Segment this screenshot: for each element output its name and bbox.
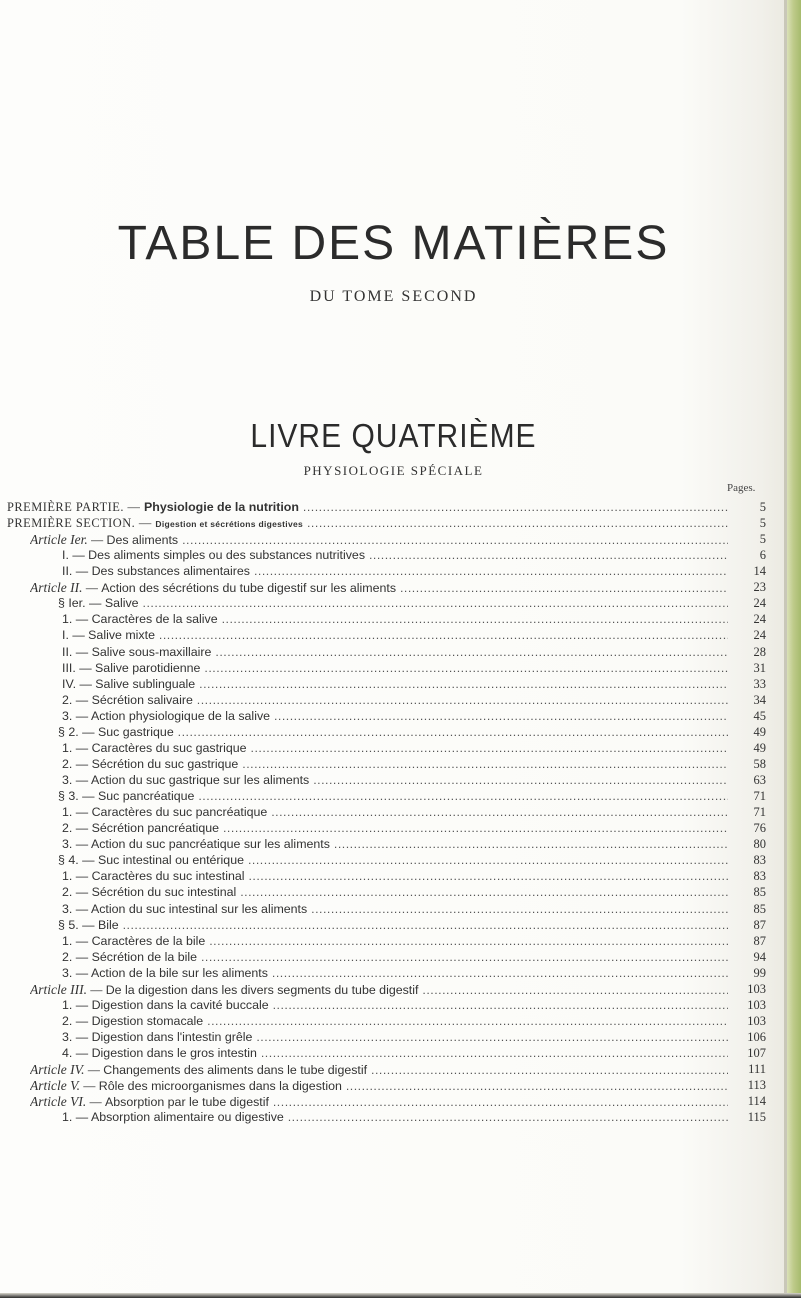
toc-entry-text: Caractères du suc intestinal <box>91 869 245 884</box>
toc-entry-prefix: II. — <box>62 564 92 579</box>
toc-entry-title <box>62 933 728 950</box>
toc-entry-title <box>62 868 728 885</box>
toc-page-number: 5 <box>759 532 766 547</box>
pages-column-label: Pages. <box>727 482 756 494</box>
toc-entry-title <box>62 965 728 982</box>
toc-entry-title <box>7 515 728 532</box>
toc-entry-text: Caractères du suc pancréatique <box>91 805 268 820</box>
toc-page-number: 87 <box>753 917 766 932</box>
toc-entry <box>0 724 801 741</box>
toc-entry-text: Action du suc intestinal sur les aliments <box>90 901 308 916</box>
toc-entry-prefix: 3. — <box>62 837 91 852</box>
toc-entry-title <box>62 884 728 901</box>
toc-entry <box>0 1013 801 1030</box>
toc-entry-title <box>62 949 728 966</box>
toc-entry <box>0 868 801 885</box>
toc-entry-prefix: IV. — <box>62 676 96 691</box>
toc-entry-text: Absorption par le tube digestif <box>104 1095 269 1110</box>
toc-entry-text: Suc pancréatique <box>97 789 195 804</box>
book-title: LIVRE QUATRIÈME <box>250 418 537 455</box>
toc-page-number: 24 <box>753 612 766 627</box>
toc-entry <box>0 1077 801 1094</box>
toc-entry-text: Salive <box>104 596 139 611</box>
toc-page-number: 85 <box>753 885 766 900</box>
toc-entry <box>0 901 801 918</box>
book-subtitle: PHYSIOLOGIE SPÉCIALE <box>303 463 484 478</box>
toc-entry-text: Salive mixte <box>88 628 155 643</box>
toc-entry <box>0 563 801 580</box>
toc-entry <box>0 852 801 869</box>
toc-page-number: 83 <box>753 853 766 868</box>
toc-entry-text: Salive sublinguale <box>95 676 196 691</box>
toc-page-number: 71 <box>753 789 766 804</box>
toc-entry-text: Digestion dans l'intestin grêle <box>91 1029 253 1044</box>
toc-entry-title <box>30 981 728 998</box>
toc-entry-title <box>62 1109 728 1126</box>
toc-page-number: 6 <box>759 548 766 563</box>
toc-entry <box>0 1109 801 1126</box>
toc-entry-text: Digestion dans la cavité buccale <box>91 997 269 1012</box>
toc-entry-title <box>62 611 728 628</box>
toc-entry-prefix: 3. — <box>62 901 91 916</box>
toc-entry-text: Des aliments <box>106 533 179 548</box>
toc-page-number: 33 <box>753 676 766 691</box>
toc-entry-prefix: 3. — <box>62 773 91 788</box>
toc-entry-prefix: 1. — <box>62 805 92 820</box>
toc-entry-prefix: § Ier. — <box>58 596 105 611</box>
toc-entry-prefix: 3. — <box>62 965 91 980</box>
toc-entry-text: Rôle des microorganismes dans la digestion <box>98 1079 342 1094</box>
toc-entry <box>0 595 801 612</box>
toc-entry-text: Action du suc pancréatique sur les aliments <box>90 837 330 852</box>
toc-entry <box>0 965 801 982</box>
toc-entry-text: Des substances alimentaires <box>91 564 251 579</box>
toc-page-number: 28 <box>753 644 766 659</box>
toc-entry <box>0 499 801 516</box>
toc-entry-prefix: Article V. — <box>30 1078 99 1094</box>
toc-entry <box>0 692 801 709</box>
toc-entry-title <box>62 1045 728 1062</box>
toc-entry <box>0 547 801 564</box>
toc-entry-text: Suc gastrique <box>97 724 174 739</box>
toc-entry-title <box>58 595 728 612</box>
toc-page-number: 103 <box>747 981 766 996</box>
toc-entry-text: Digestion dans le gros intestin <box>91 1046 257 1061</box>
toc-entry-title <box>62 692 728 709</box>
toc-entry-title <box>62 676 728 693</box>
toc-entry-title <box>62 547 728 564</box>
toc-page-number: 31 <box>753 660 766 675</box>
toc-entry-prefix: 2. — <box>62 821 92 836</box>
toc-entry <box>0 933 801 950</box>
toc-entry-title <box>62 708 728 725</box>
toc-page-number: 14 <box>753 564 766 579</box>
toc-page-number: 58 <box>753 756 766 771</box>
toc-entry-title <box>62 627 728 644</box>
toc-entry-prefix: 2. — <box>62 1013 92 1028</box>
toc-entry-text: Caractères de la salive <box>91 612 218 627</box>
toc-entry-title <box>30 1061 728 1078</box>
toc-entry-text: Digestion stomacale <box>91 1013 204 1028</box>
toc-entry-text: Action des sécrétions du tube digestif sur les aliments <box>101 581 397 596</box>
toc-entry-prefix: § 2. — <box>58 724 98 739</box>
toc-entry-prefix: 2. — <box>62 692 92 707</box>
toc-entry <box>0 1029 801 1046</box>
toc-entry-text: De la digestion dans les divers segments du tube digestif <box>105 982 419 997</box>
toc-page-number: 5 <box>759 500 766 514</box>
toc-entry-text: Sécrétion salivaire <box>91 692 193 707</box>
toc-entry-text: Caractères du suc gastrique <box>91 740 247 755</box>
toc-entry-title <box>62 804 728 821</box>
toc-entry <box>0 1061 801 1078</box>
toc-entry-text: Des aliments simples ou des substances nutritives <box>88 548 366 563</box>
toc-entry-text: Action du suc gastrique sur les aliments <box>90 773 310 788</box>
toc-entry <box>0 949 801 966</box>
toc-entry-text: Sécrétion du suc intestinal <box>91 885 237 900</box>
toc-entry <box>0 676 801 693</box>
toc-entry-prefix: 1. — <box>62 612 92 627</box>
toc-page-number: 83 <box>753 869 766 884</box>
toc-entry-title <box>62 644 728 661</box>
toc-page-number: 111 <box>748 1062 766 1077</box>
toc-page-number: 113 <box>747 1078 766 1093</box>
toc-page-number: 45 <box>753 708 766 723</box>
toc-entry-title <box>62 820 728 837</box>
toc-entry <box>0 772 801 789</box>
toc-entry <box>0 644 801 661</box>
toc-entry-title <box>30 1077 728 1094</box>
toc-entry-title <box>62 740 728 757</box>
toc-entry-prefix: 1. — <box>62 997 92 1012</box>
toc-entry-text: Action physiologique de la salive <box>90 708 271 723</box>
toc-entry <box>0 579 801 596</box>
toc-entry <box>0 917 801 934</box>
toc-page-number: 85 <box>753 901 766 916</box>
toc-entry-text: Physiologie de la nutrition <box>144 500 299 514</box>
toc-entry-title <box>62 1029 728 1046</box>
toc-entry-prefix: § 4. — <box>58 853 98 868</box>
toc-entry-prefix: 2. — <box>62 885 92 900</box>
toc-page-number: 34 <box>753 692 766 707</box>
toc-page-number: 63 <box>753 773 766 788</box>
toc-page-number: 99 <box>753 965 766 980</box>
toc-page-number: 49 <box>753 724 766 739</box>
toc-entry-title <box>62 997 728 1014</box>
toc-page-number: 5 <box>759 516 766 531</box>
toc-entry <box>0 884 801 901</box>
toc-entry-prefix: II. — <box>62 644 92 659</box>
toc-entry <box>0 788 801 805</box>
toc-entry-title <box>62 660 728 677</box>
toc-page-number: 71 <box>753 805 766 820</box>
toc-entry-text: Digestion et sécrétions digestives <box>155 519 304 530</box>
toc-entry-title <box>58 724 728 741</box>
toc-entry-prefix: I. — <box>62 628 89 643</box>
toc-entry-title <box>58 852 728 869</box>
toc-page-number: 24 <box>753 628 766 643</box>
toc-entry <box>0 820 801 837</box>
toc-page-number: 49 <box>753 740 766 755</box>
toc-entry <box>0 531 801 548</box>
toc-entry-title <box>30 1093 728 1110</box>
toc-entry <box>0 997 801 1014</box>
toc-entry-prefix: Article VI. — <box>30 1094 105 1110</box>
toc-page-number: 76 <box>753 821 766 836</box>
toc-entry-prefix: Article Ier. — <box>30 532 107 548</box>
toc-entry <box>0 756 801 773</box>
toc-entry-prefix: 3. — <box>62 708 91 723</box>
toc-entry <box>0 981 801 998</box>
toc-entry-title <box>62 836 728 853</box>
toc-page-number: 87 <box>753 933 766 948</box>
toc-entry <box>0 1093 801 1110</box>
toc-entry-title <box>58 917 728 934</box>
toc-entry-prefix: 2. — <box>62 756 92 771</box>
toc-entry <box>0 740 801 757</box>
toc-page-number: 107 <box>747 1046 766 1061</box>
toc-entry-prefix: 4. — <box>62 1046 92 1061</box>
toc-entry <box>0 627 801 644</box>
toc-entry-title <box>62 1013 728 1030</box>
toc-entry-text: Salive sous-maxillaire <box>91 644 212 659</box>
toc-entry-prefix: III. — <box>62 660 96 675</box>
toc-entry-text: Salive parotidienne <box>95 660 201 675</box>
toc-entry <box>0 708 801 725</box>
toc-entry-prefix: 1. — <box>62 1110 91 1125</box>
toc-entry-text: Bile <box>97 917 119 932</box>
toc-entry <box>0 1045 801 1062</box>
toc-entry-prefix: 2. — <box>62 949 92 964</box>
toc-page-number: 114 <box>747 1094 766 1109</box>
toc-page-number: 24 <box>753 596 766 611</box>
toc-entry-title <box>30 579 728 596</box>
toc-entry-text: Action de la bile sur les aliments <box>90 965 268 980</box>
toc-entry-prefix: I. — <box>62 548 89 563</box>
toc-entry-title <box>62 756 728 773</box>
toc-entry-prefix: 1. — <box>62 869 92 884</box>
toc-entry-text: Sécrétion du suc gastrique <box>91 756 239 771</box>
toc-entry-text: Suc intestinal ou entérique <box>97 853 244 868</box>
toc-page-number: 103 <box>747 997 766 1012</box>
toc-page-number: 80 <box>753 837 766 852</box>
toc-entry-title <box>62 772 728 789</box>
volume-subtitle: DU TOME SECOND <box>309 288 478 305</box>
toc-entry-title <box>7 499 728 516</box>
toc-entry <box>0 515 801 532</box>
toc-entry-text: Sécrétion pancréatique <box>91 821 220 836</box>
toc-entry-text: Sécrétion de la bile <box>91 949 197 964</box>
toc-entry-prefix: Article IV. — <box>30 1062 104 1078</box>
toc-page-number: 23 <box>753 580 766 595</box>
toc-entry <box>0 660 801 677</box>
toc-entry <box>0 611 801 628</box>
toc-entry-prefix: PREMIÈRE PARTIE. — <box>7 500 145 514</box>
page-title: TABLE DES MATIÈRES <box>117 217 670 270</box>
toc-entry-title <box>62 901 728 918</box>
toc-entry-prefix: 3. — <box>62 1029 92 1044</box>
toc-entry-text: Changements des aliments dans le tube digestif <box>103 1063 368 1078</box>
toc-page-number: 103 <box>747 1013 766 1028</box>
toc-entry-text: Absorption alimentaire ou digestive <box>90 1110 284 1125</box>
toc-entry-title <box>58 788 728 805</box>
toc-entry-prefix: Article II. — <box>30 580 102 596</box>
toc-page-number: 115 <box>747 1110 766 1125</box>
toc-entry-prefix: § 5. — <box>58 917 98 932</box>
toc-entry-prefix: PREMIÈRE SECTION. — <box>7 516 156 531</box>
toc-entry-prefix: 1. — <box>62 933 92 948</box>
toc-entry-prefix: Article III. — <box>30 981 106 997</box>
toc-page-number: 106 <box>747 1029 766 1044</box>
toc-entry-prefix: 1. — <box>62 740 92 755</box>
toc-entry <box>0 836 801 853</box>
toc-entry-title <box>62 563 728 580</box>
toc-entry-prefix: § 3. — <box>58 789 98 804</box>
toc-entry <box>0 804 801 821</box>
toc-entry-title <box>30 531 728 548</box>
toc-entry-text: Caractères de la bile <box>91 933 206 948</box>
page-bottom-edge <box>0 1293 801 1298</box>
toc-page-number: 94 <box>753 949 766 964</box>
